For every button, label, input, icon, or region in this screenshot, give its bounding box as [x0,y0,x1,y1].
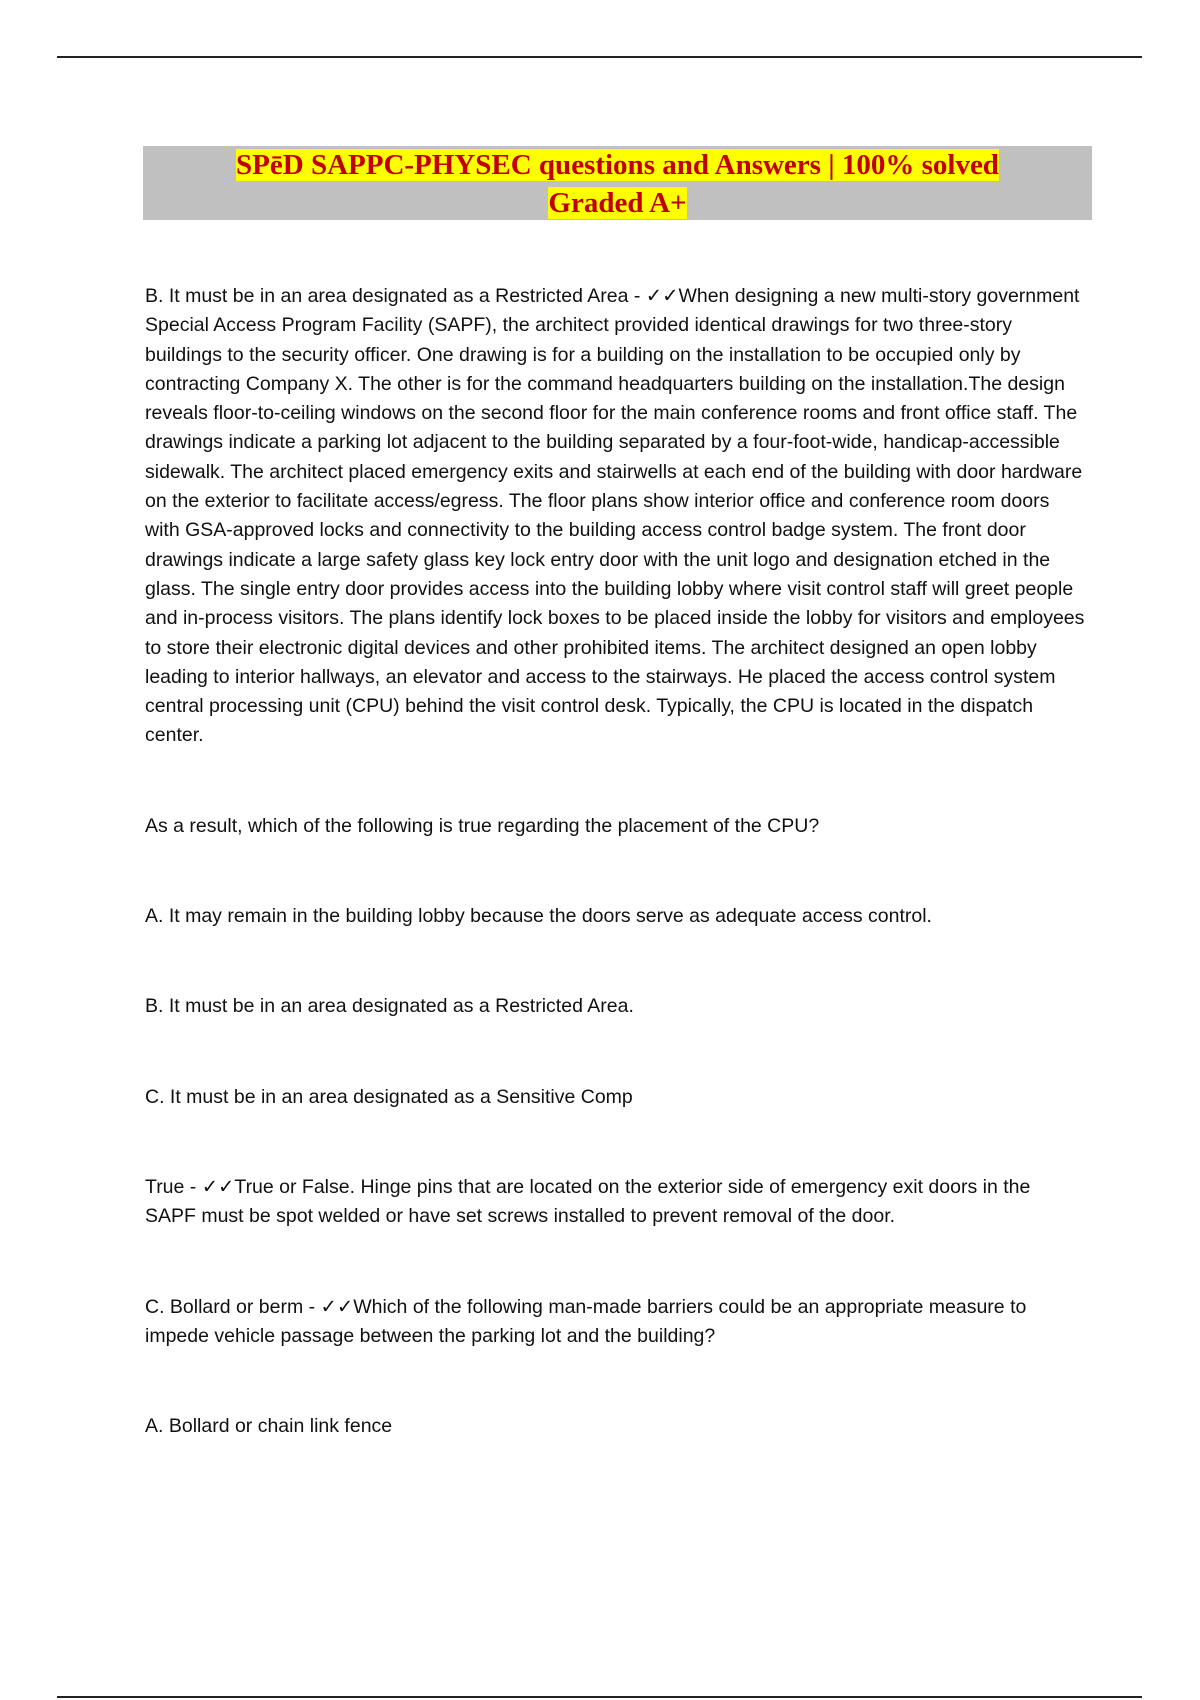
paragraph-question-cpu-placement: B. It must be in an area designated as a Restricted Area - ✓✓When designing a new multi-story government Special Access Program Facility (SAPF), the architect provided identical drawings for two three-story buildings to the security officer. One drawing is for a building on the installation to be occupied only by contracting Company X. The other is for the command headquarters building on the installation.The design reveals floor-to-ceiling windows on the second floor for the main conference rooms and front office staff. The drawings indicate a parking lot adjacent to the building separated by a four-foot-wide, handicap-accessible sidewalk. The architect placed emergency exits and stairwells at each end of the building with door hardware on the exterior to facilitate access/egress. The floor plans show interior office and conference room doors with GSA-approved locks and connectivity to the building access control badge system. The front door drawings indicate a large safety glass key lock entry door with the unit logo and designation etched in the glass. The single entry door provides access into the building lobby where visit control staff will greet people and in-process visitors. The plans identify lock boxes to be placed inside the lobby for visitors and employees to store their electronic digital devices and other prohibited items. The architect designed an open lobby leading to interior hallways, an elevator and access to the stairways. He placed the access control system central processing unit (CPU) behind the visit control desk. Typically, the CPU is located in the dispatch center. [145,285,1085,747]
paragraph-barrier-option-a: A. Bollard or chain link fence [145,1415,393,1438]
paragraph-option-c: C. It must be in an area designated as a Sensitive Comp [145,1085,633,1108]
paragraph-barriers: C. Bollard or berm - ✓✓Which of the following man-made barriers could be an appropriate measure to impede vehicle passage between the parking lot and the building? [145,1295,1027,1347]
paragraph-option-b: B. It must be in an area designated as a Restricted Area. [145,995,634,1018]
footer-rule [57,1696,1142,1698]
document-body [145,282,1085,1441]
document-title-line-1: SPēD SAPPC-PHYSEC questions and Answers | 100% solved [236,149,999,181]
paragraph-cpu-question: As a result, which of the following is true regarding the placement of the CPU? [145,814,820,837]
header-rule [57,56,1142,58]
paragraph-option-a: A. It may remain in the building lobby because the doors serve as adequate access control. [145,905,932,928]
document-title [143,146,1092,220]
document-title-line-2: Graded A+ [548,187,687,219]
paragraph-hinge-pins: True - ✓✓True or False. Hinge pins that are located on the exterior side of emergency exit doors in the SAPF must be spot welded or have set screws installed to prevent removal of the door. [145,1175,1031,1228]
